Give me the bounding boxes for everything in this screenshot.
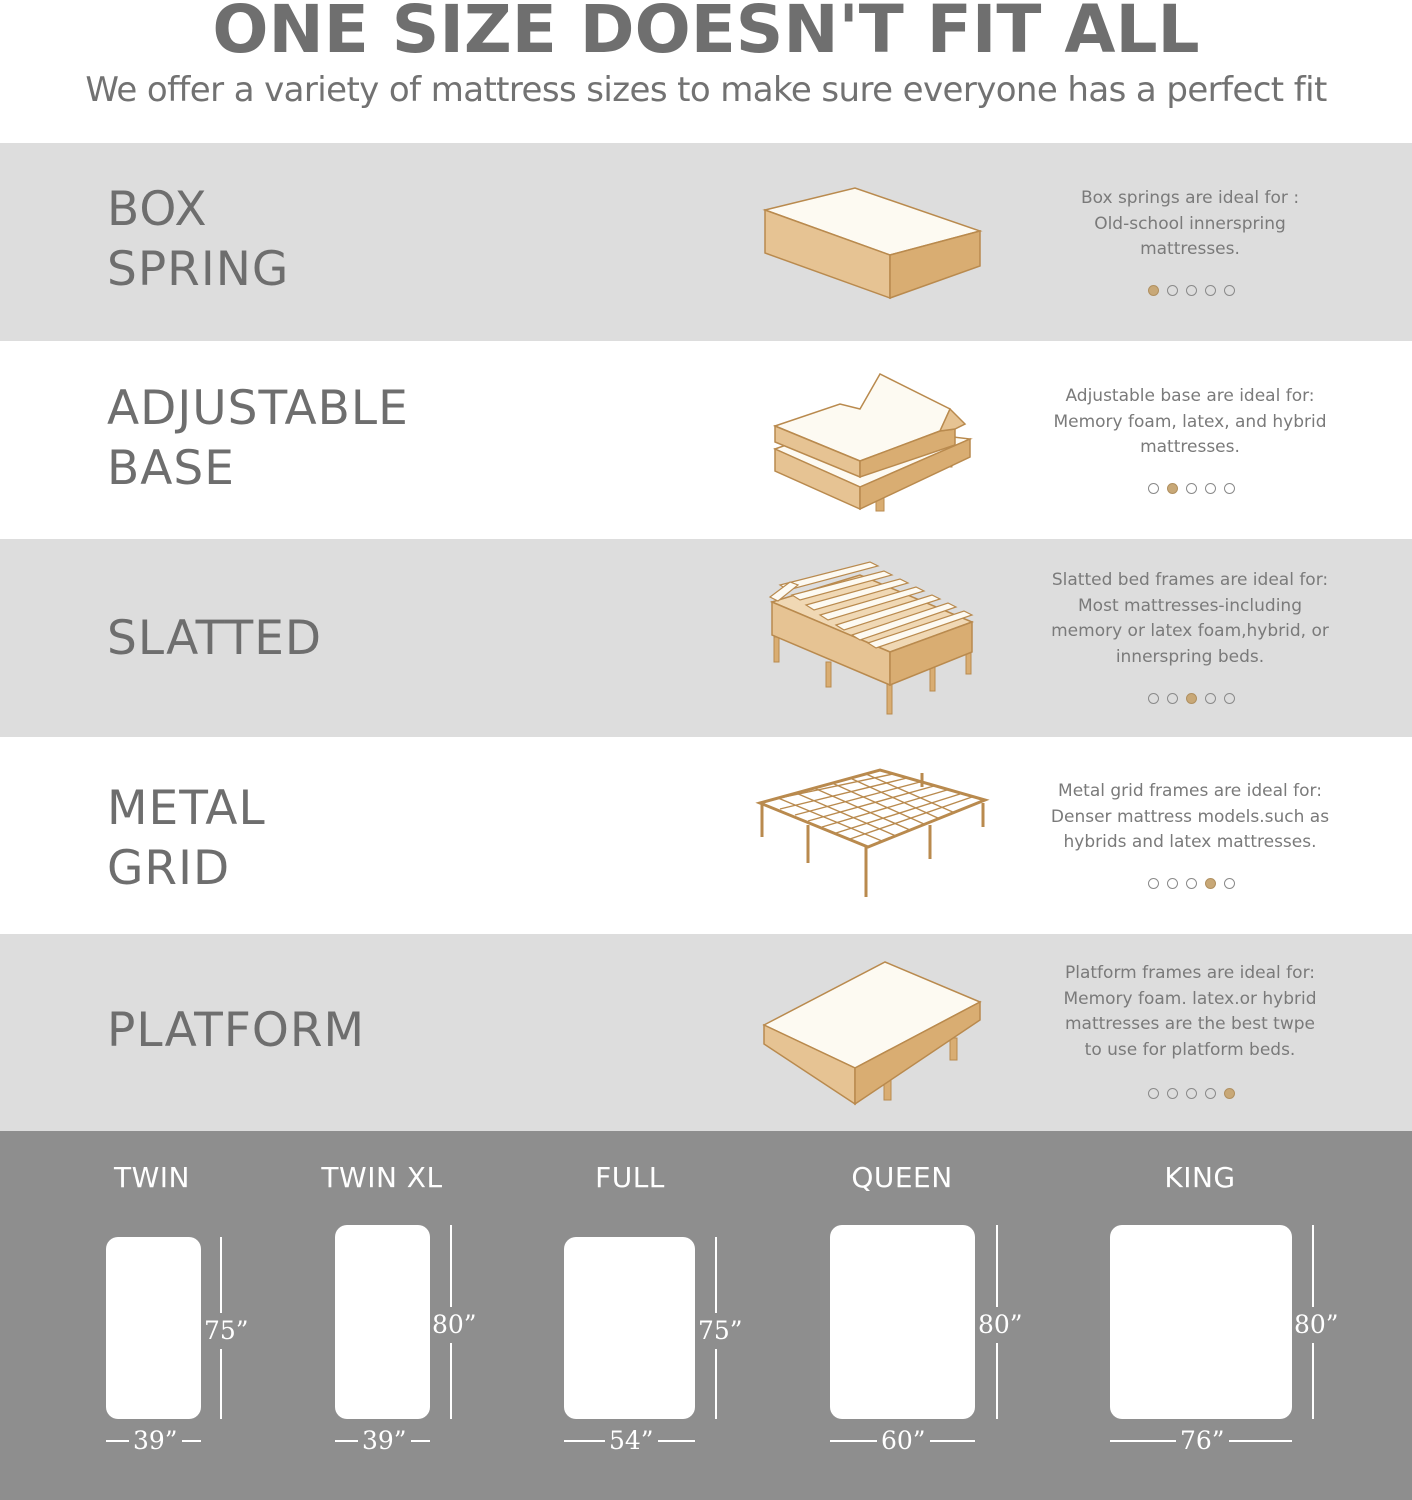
desc-line: mattresses. [1140, 437, 1240, 457]
size-name: TWIN [114, 1161, 190, 1194]
foundation-row-metal-grid [0, 737, 1412, 935]
foundation-row-slatted [0, 539, 1412, 737]
title-line: BASE [107, 441, 235, 496]
platform-frame-icon [750, 960, 1000, 1110]
dot [1148, 693, 1159, 704]
title-line: BOX [107, 182, 208, 237]
size-name: FULL [595, 1161, 665, 1194]
dot [1224, 693, 1235, 704]
dot [1186, 878, 1197, 889]
dot [1167, 285, 1178, 296]
foundation-title [107, 379, 409, 499]
dot-active [1167, 483, 1178, 494]
mattress-shape [830, 1225, 975, 1419]
desc-line: Metal grid frames are ideal for: [1058, 781, 1322, 801]
foundation-description [1040, 779, 1340, 856]
mattress-shape [335, 1225, 430, 1419]
dot-active [1186, 693, 1197, 704]
pagination-dots [1145, 285, 1240, 299]
width-label: 76” [1176, 1427, 1229, 1455]
mattress-shape [1110, 1225, 1292, 1419]
mattress-shape [106, 1237, 201, 1419]
dot [1186, 1088, 1197, 1099]
foundation-description [1040, 384, 1340, 461]
pagination-dots [1145, 693, 1240, 707]
size-name: KING [1164, 1161, 1236, 1194]
desc-line: Adjustable base are ideal for: [1065, 386, 1315, 406]
desc-line: mattresses are the best twpe [1064, 1014, 1315, 1034]
desc-line: Old-school innerspring [1094, 213, 1286, 234]
foundation-description [1040, 961, 1340, 1063]
desc-line: Platform frames are ideal for: [1065, 963, 1315, 983]
title-line: ADJUSTABLE [107, 381, 409, 436]
desc-line: memory or latex foam,hybrid, or [1051, 621, 1329, 641]
length-label: 80” [1294, 1307, 1339, 1343]
foundation-title [107, 180, 289, 300]
dot [1186, 483, 1197, 494]
dot [1148, 483, 1159, 494]
dot [1205, 693, 1216, 704]
desc-line: Memory foam, latex, and hybrid [1053, 411, 1327, 432]
page-subtitle: We offer a variety of mattress sizes to make sure everyone has a perfect fit [85, 70, 1327, 110]
dot [1167, 878, 1178, 889]
desc-line: Box springs are ideal for : [1080, 188, 1300, 208]
title-line: PLATFORM [107, 1003, 366, 1058]
desc-line: Slatted bed frames are ideal for: [1051, 570, 1329, 590]
dot [1224, 285, 1235, 296]
desc-line: Denser mattress models.such as [1050, 806, 1330, 827]
dot [1224, 878, 1235, 889]
foundation-row-adjustable-base [0, 341, 1412, 539]
dot [1167, 693, 1178, 704]
metal-grid-icon [750, 765, 1000, 905]
foundation-row-box-spring [0, 143, 1412, 341]
title-line: SPRING [107, 242, 290, 297]
foundation-title [107, 609, 322, 669]
pagination-dots [1145, 878, 1240, 892]
dot [1186, 285, 1197, 296]
length-label: 80” [432, 1307, 477, 1343]
width-label: 39” [358, 1427, 411, 1455]
page-title: ONE SIZE DOESN'T FIT ALL [212, 0, 1200, 68]
desc-line: to use for platform beds. [1084, 1039, 1296, 1060]
dot [1205, 1088, 1216, 1099]
size-name: TWIN XL [321, 1161, 443, 1194]
dot-active [1148, 285, 1159, 296]
length-label: 75” [204, 1313, 249, 1349]
width-label: 39” [129, 1427, 182, 1455]
adjustable-base-icon [750, 369, 1000, 519]
desc-line: Memory foam. latex.or hybrid [1063, 988, 1317, 1009]
slatted-frame-icon [750, 557, 1000, 717]
pagination-dots [1145, 1088, 1240, 1102]
title-line: GRID [107, 841, 231, 896]
dot [1148, 1088, 1159, 1099]
header [0, 0, 1412, 143]
desc-line: Most mattresses-including [1078, 595, 1302, 616]
foundation-description [1040, 568, 1340, 670]
dot [1205, 285, 1216, 296]
dot-active [1224, 1088, 1235, 1099]
dot [1205, 483, 1216, 494]
title-line: METAL [107, 781, 266, 836]
box-spring-icon [750, 183, 1000, 303]
dot [1167, 1088, 1178, 1099]
desc-line: mattresses. [1140, 239, 1240, 259]
pagination-dots [1145, 483, 1240, 497]
length-label: 80” [978, 1307, 1023, 1343]
mattress-shape [564, 1237, 695, 1419]
desc-line: hybrids and latex mattresses. [1063, 832, 1317, 852]
dot [1148, 878, 1159, 889]
length-label: 75” [698, 1313, 743, 1349]
foundation-row-platform [0, 934, 1412, 1132]
dot [1224, 483, 1235, 494]
foundation-title [107, 1001, 365, 1061]
mattress-sizes-panel [0, 1131, 1412, 1500]
size-name: QUEEN [851, 1161, 953, 1194]
foundation-title [107, 779, 266, 899]
dot-active [1205, 878, 1216, 889]
title-line: SLATTED [107, 611, 323, 666]
width-label: 54” [605, 1427, 658, 1455]
foundation-description [1040, 186, 1340, 263]
desc-line: innerspring beds. [1115, 646, 1265, 667]
width-label: 60” [877, 1427, 930, 1455]
